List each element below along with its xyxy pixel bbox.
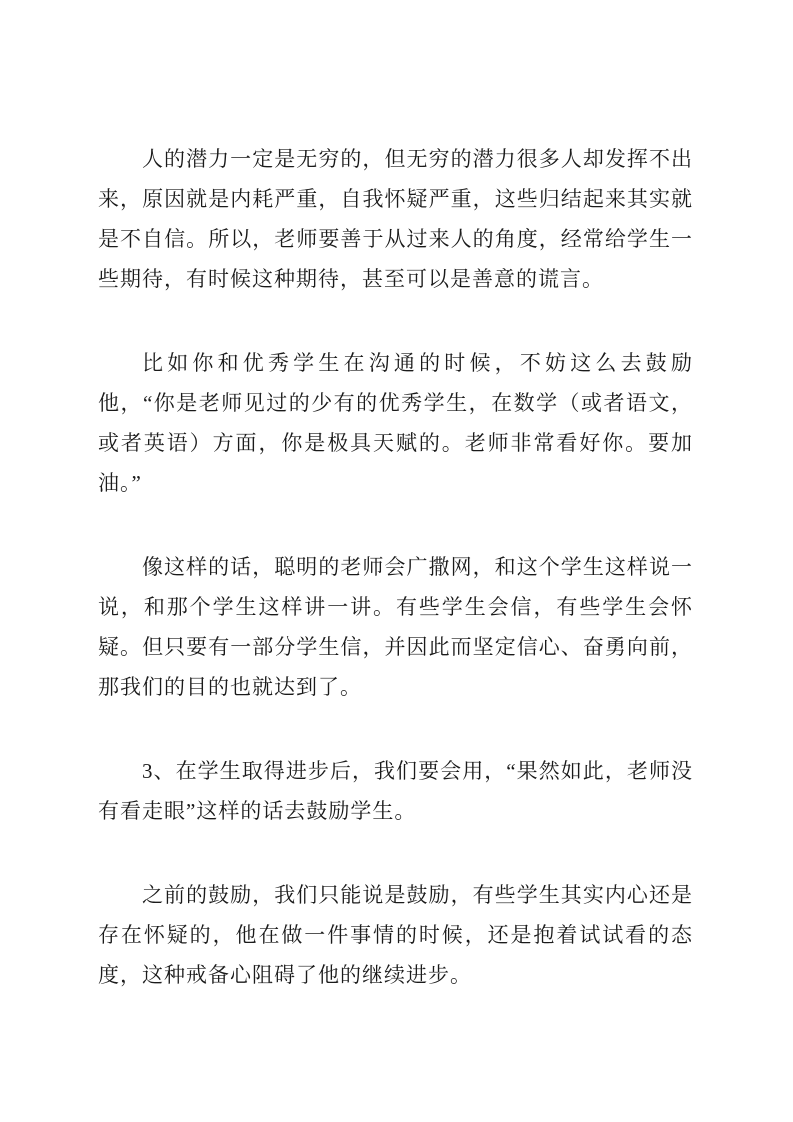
paragraph-2: 比如你和优秀学生在沟通的时候，不妨这么去鼓励他，“你是老师见过的少有的优秀学生，在数学（或者语文，或者英语）方面，你是极具天赋的。老师非常看好你。要加油。” [98, 351, 693, 495]
paragraph-1: 人的潜力一定是无穷的，但无穷的潜力很多人却发挥不出来，原因就是内耗严重，自我怀疑严重，这些归结起来其实就是不自信。所以，老师要善于从过来人的角度，经常给学生一些期待，有时候这种期待，甚至可以是善意的谎言。 [98, 147, 693, 291]
paragraph-4: 3、在学生取得进步后，我们要会用，“果然如此，老师没有看走眼”这样的话去鼓励学生。 [98, 759, 693, 823]
paragraph-3: 像这样的话，聪明的老师会广撒网，和这个学生这样说一说，和那个学生这样讲一讲。有些学生会信，有些学生会怀疑。但只要有一部分学生信，并因此而坚定信心、奋勇向前，那我们的目的也就达到了。 [98, 555, 693, 699]
document-body [98, 139, 693, 995]
paragraph-5: 之前的鼓励，我们只能说是鼓励，有些学生其实内心还是存在怀疑的，他在做一件事情的时候，还是抱着试试看的态度，这种戒备心阻碍了他的继续进步。 [98, 883, 693, 987]
